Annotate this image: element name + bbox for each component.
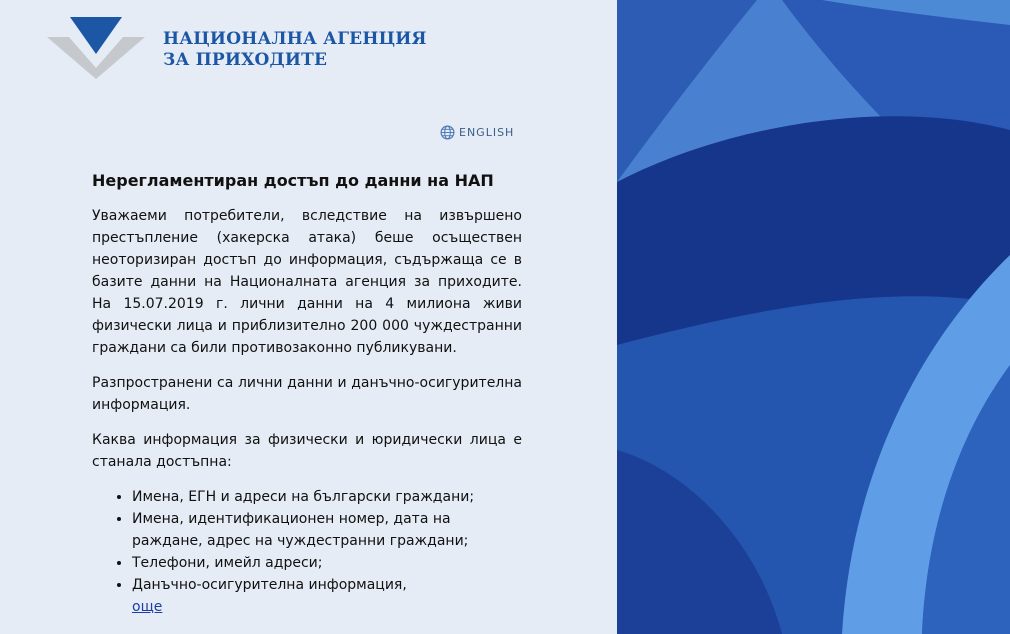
article-paragraph: Разпространени са лични данни и данъчно-осигурителна информация. xyxy=(92,375,522,413)
exposed-data-list xyxy=(92,486,522,618)
list-item-text: Данъчно-осигурителна информация, xyxy=(132,577,407,593)
english-language-label: ENGLISH xyxy=(459,125,515,139)
list-item: • Имена, идентификационен номер, дата на раждане, адрес на чуждестранни граждани; xyxy=(132,508,522,552)
globe-icon xyxy=(440,125,455,140)
article-paragraph: Уважаеми потребители, вследствие на извършено престъпление (хакерска атака) беше осъществен неоторизиран достъп до информация, съдържаща се в базите данни на Националната агенция за приходите. На 15.07.2019 г. лични данни на 4 милиона живи физически лица и приблизително 200 000 чуждестранни граждани са били противозаконно публикувани. xyxy=(92,208,522,356)
agency-name xyxy=(163,29,427,71)
nap-logo-icon xyxy=(47,17,145,79)
article-paragraph: Каква информация за физически и юридически лица е станала достъпна: xyxy=(92,432,522,470)
list-item: • Телефони, имейл адреси; xyxy=(132,552,522,574)
list-item: • Имена, ЕГН и адреси на български граждани; xyxy=(132,486,522,508)
agency-name-line1: НАЦИОНАЛНА АГЕНЦИЯ xyxy=(163,29,427,49)
agency-name-line2: ЗА ПРИХОДИТЕ xyxy=(163,50,328,70)
list-item xyxy=(132,574,522,618)
more-link[interactable]: още xyxy=(132,599,163,615)
article xyxy=(92,170,522,618)
article-title: Нерегламентиран достъп до данни на НАП xyxy=(92,171,494,190)
english-language-link[interactable] xyxy=(440,124,514,140)
decorative-waves-image xyxy=(617,0,1010,634)
decorative-background xyxy=(617,0,1010,634)
